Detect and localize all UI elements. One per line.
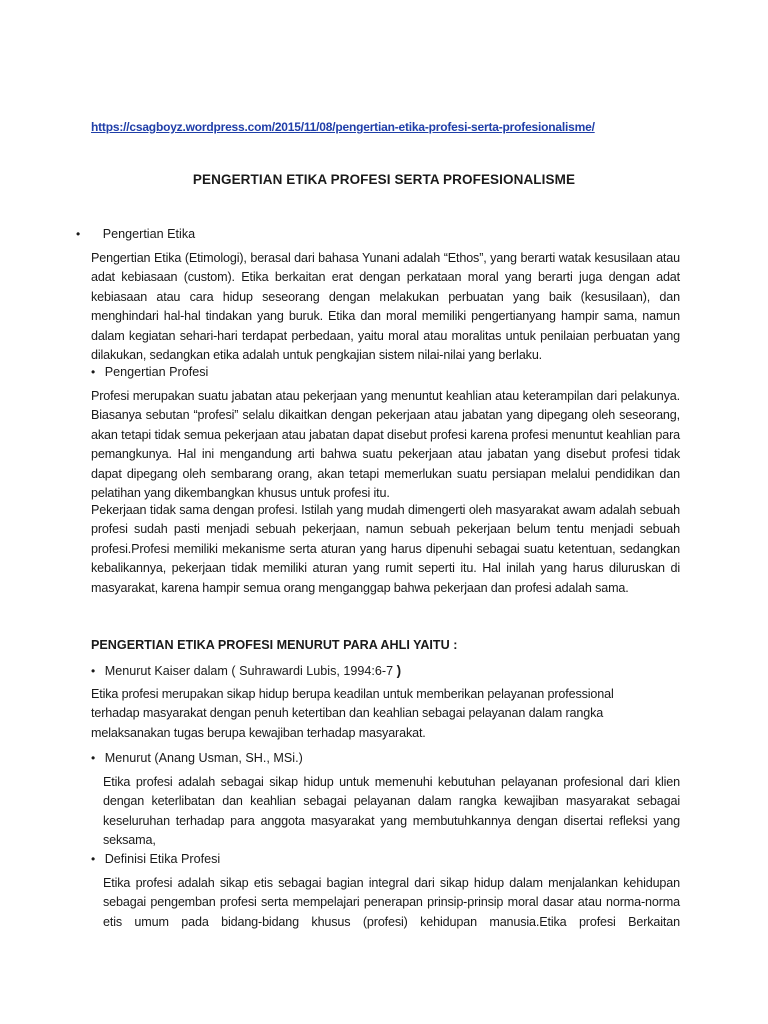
bullet-icon: • bbox=[76, 227, 81, 241]
paragraph-pengertian-profesi-1: Profesi merupakan suatu jabatan atau pekerjaan yang menuntut keahlian atau keterampilan dari pelakunya. Biasanya sebutan “profesi” selalu dikaitkan dengan pekerjaan atau jabatan yang dipegang oleh seseorang, akan tetapi tidak semua pekerjaan atau jabatan dapat disebut profesi karena profesi menuntut keahlian para pemangkunya. Hal ini mengandung arti bahwa suatu pekerjaan atau jabatan yang disebut profesi tidak dapat dipegang oleh sembarang orang, akan tetapi memerlukan suatu persiapan melalui pendidikan dan pelatihan yang dikembangkan khusus untuk profesi itu. bbox=[91, 389, 680, 501]
section-heading-para-ahli: PENGERTIAN ETIKA PROFESI MENURUT PARA AHLI YAITU : bbox=[91, 638, 458, 652]
paragraph-menurut-kaiser: Etika profesi merupakan sikap hidup berupa keadilan untuk memberikan pelayanan professional terhadap masyarakat dengan penuh ketertiban dan keahlian sebagai pelayanan dalam rangka melaksanakan tugas berupa kewajiban terhadap masyarakat. bbox=[91, 687, 614, 740]
bullet-label: Definisi Etika Profesi bbox=[104, 852, 221, 866]
bullet-label: Pengertian Profesi bbox=[104, 365, 209, 379]
bullet-label: Pengertian Etika bbox=[102, 227, 196, 241]
document-title: PENGERTIAN ETIKA PROFESI SERTA PROFESIONALISME bbox=[192, 172, 576, 187]
bullet-icon: • bbox=[91, 365, 96, 379]
bullet-pengertian-etika bbox=[76, 226, 195, 243]
bullet-pengertian-profesi bbox=[91, 364, 208, 381]
bullet-menurut-anang bbox=[91, 750, 303, 767]
source-url-link[interactable]: https://csagboyz.wordpress.com/2015/11/08/pengertian-etika-profesi-serta-profesionalisme/ bbox=[91, 120, 595, 134]
bullet-definisi-etika-profesi bbox=[91, 851, 220, 868]
bullet-label: Menurut (Anang Usman, SH., MSi.) bbox=[104, 751, 303, 765]
paragraph-menurut-anang: Etika profesi adalah sebagai sikap hidup untuk memenuhi kebutuhan pelayanan profesional dari klien dengan keterlibatan dan keahlian sebagai pelayanan dalam rangka kewajiban masyarakat sebagai keseluruhan terhadap para anggota masyarakat yang membutuhkannya dengan disertai refleksi yang seksama, bbox=[103, 775, 680, 848]
bullet-label-end: ) bbox=[396, 663, 402, 678]
bullet-label: Menurut Kaiser dalam ( Suhrawardi Lubis, 1994:6-7 bbox=[104, 664, 397, 678]
bullet-icon: • bbox=[91, 751, 96, 765]
paragraph-pengertian-profesi-2: Pekerjaan tidak sama dengan profesi. Istilah yang mudah dimengerti oleh masyarakat awam adalah sebuah profesi sudah pasti menjadi sebuah pekerjaan, namun sebuah pekerjaan belum tentu menjadi sebuah profesi.Profesi memiliki mekanisme serta aturan yang harus dipenuhi sebagai suatu ketentuan, sedangkan kebalikannya, pekerjaan tidak memiliki aturan yang rumit seperti itu. Hal inilah yang harus diluruskan di masyarakat, karena hampir semua orang menganggap bahwa pekerjaan dan profesi adalah sama. bbox=[91, 503, 680, 595]
bullet-icon: • bbox=[91, 664, 96, 678]
bullet-icon: • bbox=[91, 852, 96, 866]
paragraph-definisi-etika-profesi: Etika profesi adalah sikap etis sebagai bagian integral dari sikap hidup dalam menjalankan kehidupan sebagai pengemban profesi serta mempelajari penerapan prinsip-prinsip moral dasar atau norma-norma etis umum pada bidang-bidang khusus (profesi) kehidupan manusia.Etika profesi Berkaitan bbox=[103, 876, 680, 929]
bullet-menurut-kaiser bbox=[91, 662, 401, 680]
paragraph-pengertian-etika: Pengertian Etika (Etimologi), berasal dari bahasa Yunani adalah “Ethos”, yang berarti watak kesusilaan atau adat kebiasaan (custom). Etika berkaitan erat dengan perkataan moral yang berarti juga dengan adat kebiasaan atau cara hidup seseorang dengan melakukan perbuatan yang baik (kesusilaan), dan menghindari hal-hal tindakan yang buruk. Etika dan moral memiliki pengertianyang hampir sama, namun dalam kegiatan sehari-hari terdapat perbedaan, yaitu moral atau moralitas untuk penilaian perbuatan yang dilakukan, sedangkan etika adalah untuk pengkajian sistem nilai-nilai yang berlaku. bbox=[91, 251, 680, 363]
